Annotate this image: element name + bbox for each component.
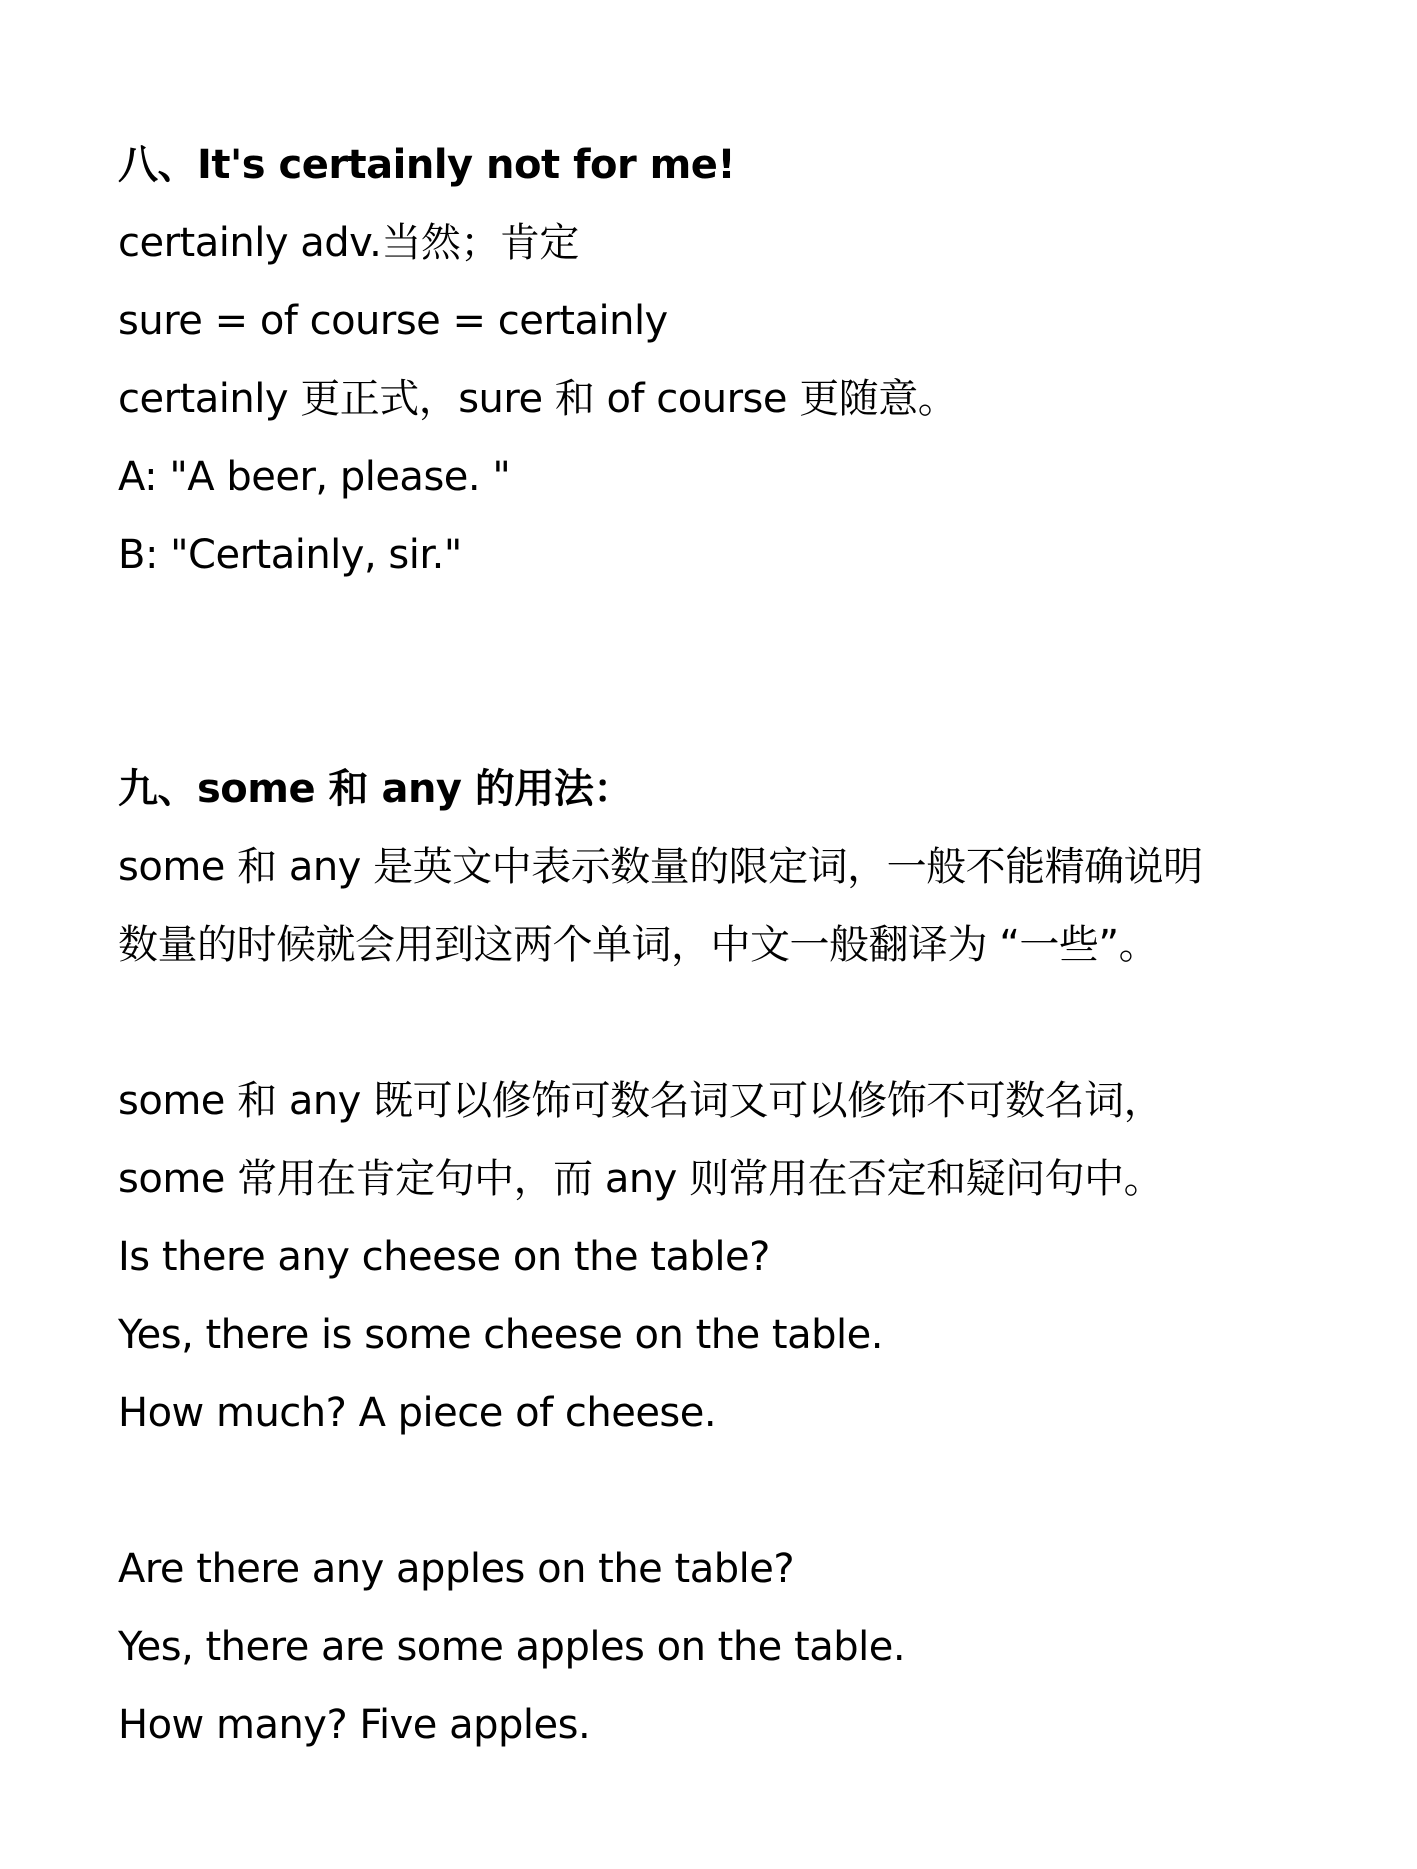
spacer xyxy=(118,984,1318,1062)
text-line: Yes, there are some apples on the table. xyxy=(118,1624,906,1670)
text-line: some 常用在肯定句中，而 any 则常用在否定和疑问句中。 xyxy=(118,1156,1164,1202)
text-line: Yes, there is some cheese on the table. xyxy=(118,1312,883,1358)
document-page xyxy=(118,126,1318,1764)
text-line: 数量的时候就会用到这两个单词，中文一般翻译为 “一些”。 xyxy=(118,922,1159,968)
text-line: B: "Certainly, sir." xyxy=(118,532,462,578)
text-line: certainly 更正式，sure 和 of course 更随意。 xyxy=(118,376,958,422)
text-line: sure = of course = certainly xyxy=(118,298,668,344)
text-line: Is there any cheese on the table? xyxy=(118,1234,770,1280)
text-line: A: "A beer, please. " xyxy=(118,454,511,500)
text-line: How much? A piece of cheese. xyxy=(118,1390,717,1436)
spacer xyxy=(118,594,1318,672)
text-line: certainly adv.当然；肯定 xyxy=(118,220,579,266)
text-line: How many? Five apples. xyxy=(118,1702,591,1748)
text-line: some 和 any 既可以修饰可数名词又可以修饰不可数名词， xyxy=(118,1078,1164,1124)
section-8-heading: 八、It's certainly not for me! xyxy=(118,142,736,188)
section-9-heading: 九、some 和 any 的用法： xyxy=(118,766,633,812)
spacer xyxy=(118,1452,1318,1530)
spacer xyxy=(118,672,1318,750)
text-line: some 和 any 是英文中表示数量的限定词，一般不能精确说明 xyxy=(118,844,1203,890)
text-line: Are there any apples on the table? xyxy=(118,1546,795,1592)
